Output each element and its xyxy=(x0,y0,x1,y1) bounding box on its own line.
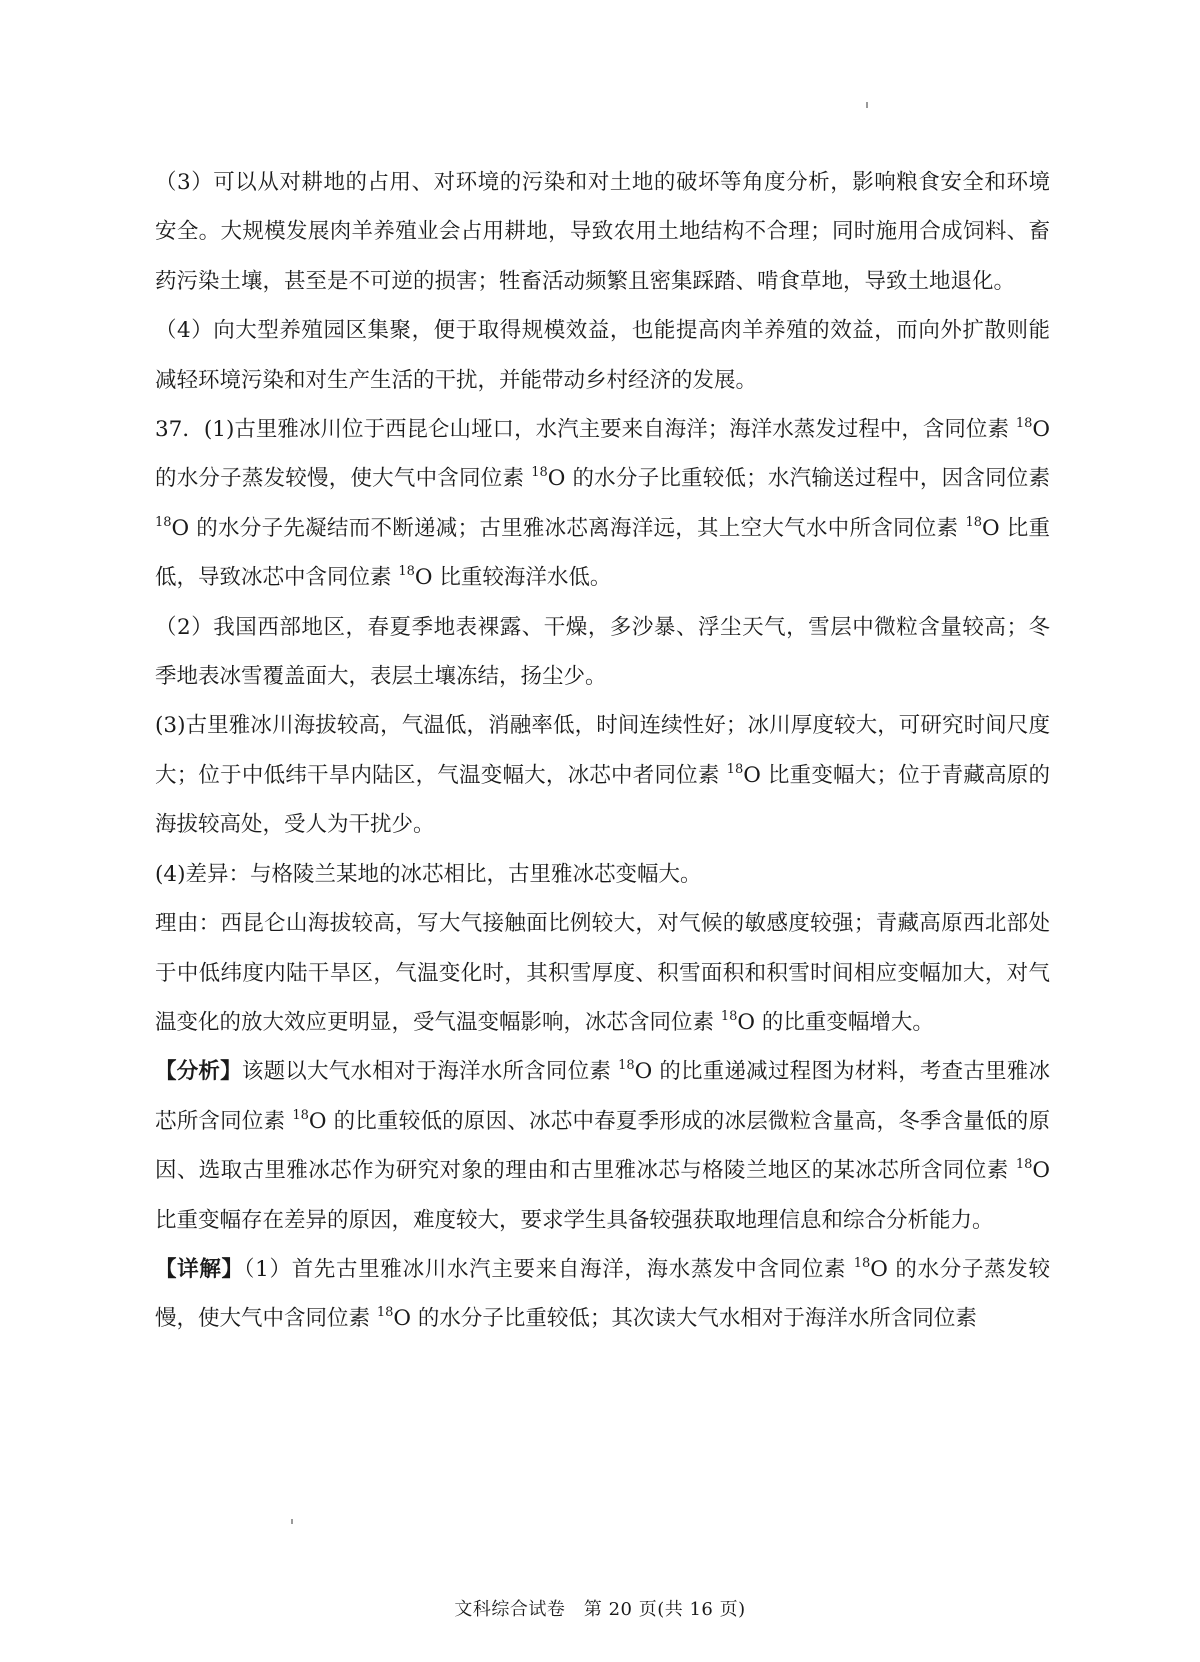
text-segment: O 的比重较低的原因、冰芯中春夏季形成的冰层微粒含量高，冬季含量低的原因、选取古里雅冰芯作为研究对象的理由和古里雅冰芯与格陵兰地区的某冰芯所含同位素 xyxy=(155,1108,1050,1184)
paragraph xyxy=(155,158,1050,306)
isotope-superscript: 18 xyxy=(398,564,415,580)
paragraph xyxy=(155,1245,1050,1344)
isotope-superscript: 18 xyxy=(965,514,982,530)
text-segment: O 的比重变幅增大。 xyxy=(737,1009,934,1035)
text-segment: 37．(1)古里雅冰川位于西昆仑山垭口，水汽主要来自海洋；海洋水蒸发过程中，含同位素 xyxy=(155,417,1016,443)
paragraph xyxy=(155,1047,1050,1245)
text-segment: O 的水分子比重较低；水汽输送过程中，因含同位素 xyxy=(547,466,1050,492)
isotope-superscript: 18 xyxy=(618,1058,635,1074)
text-segment: O 的水分子蒸发较慢，使大气中含同位素 xyxy=(155,417,1050,492)
paragraph xyxy=(155,701,1050,849)
text-segment: O 的水分子比重较低；其次读大气水相对于海洋水所含同位素 xyxy=(393,1306,977,1332)
paragraph xyxy=(155,603,1050,702)
text-segment: O 比重较海洋水低。 xyxy=(414,565,612,591)
scan-speck xyxy=(866,102,868,108)
text-segment: (4)差异：与格陵兰某地的冰芯相比，古里雅冰芯变幅大。 xyxy=(155,861,702,887)
section-heading: 【分析】 xyxy=(155,1059,242,1085)
paragraph xyxy=(155,850,1050,899)
text-segment: O 的水分子先凝结而不断递减；古里雅冰芯离海洋远，其上空大气水中所含同位素 xyxy=(171,515,966,541)
text-segment: （4）向大型养殖园区集聚，便于取得规模效益，也能提高肉羊养殖的效益，而向外扩散则能减轻环境污染和对生产生活的干扰，并能带动乡村经济的发展。 xyxy=(155,318,1050,393)
scan-speck xyxy=(291,1519,293,1524)
paragraph xyxy=(155,899,1050,1047)
isotope-superscript: 18 xyxy=(531,465,548,481)
text-segment: 理由：西昆仑山海拔较高，写大气接触面比例较大，对气候的敏感度较强；青藏高原西北部处于中低纬度内陆干旱区，气温变化时，其积雪厚度、积雪面积和积雪时间相应变幅加大，对气温变化的放大效应更明显，受气温变幅影响，冰芯含同位素 xyxy=(155,911,1050,1035)
text-segment: O 比重变幅大；位于青藏高原的海拔较高处，受人为干扰少。 xyxy=(155,762,1050,838)
text-segment: （2）我国西部地区，春夏季地表裸露、干燥，多沙暴、浮尘天气，雪层中微粒含量较高；冬季地表冰雪覆盖面大，表层土壤冻结，扬尘少。 xyxy=(155,614,1050,690)
page-footer: 文科综合试卷 第 20 页(共 16 页) xyxy=(454,1599,746,1620)
text-segment: O 比重变幅存在差异的原因，难度较大，要求学生具备较强获取地理信息和综合分析能力。 xyxy=(155,1158,1050,1233)
text-segment: (3)古里雅冰川海拔较高，气温低，消融率低，时间连续性好；冰川厚度较大，可研究时间尺度大；位于中低纬干旱内陆区，气温变幅大，冰芯中者同位素 xyxy=(155,713,1050,788)
isotope-superscript: 18 xyxy=(726,761,744,777)
isotope-superscript: 18 xyxy=(1015,1157,1033,1173)
section-heading: 【详解】 xyxy=(155,1256,244,1282)
text-segment: （1）首先古里雅冰川水汽主要来自海洋，海水蒸发中含同位素 xyxy=(243,1256,854,1282)
paragraph xyxy=(155,306,1050,405)
paragraph xyxy=(155,405,1050,603)
isotope-superscript: 18 xyxy=(720,1008,738,1024)
isotope-superscript: 18 xyxy=(155,514,172,530)
text-segment: O 比重低，导致冰芯中含同位素 xyxy=(155,515,1050,591)
answer-body xyxy=(155,158,1050,1344)
isotope-superscript: 18 xyxy=(853,1255,871,1271)
text-segment: 该题以大气水相对于海洋水所含同位素 xyxy=(241,1059,619,1085)
isotope-superscript: 18 xyxy=(292,1107,309,1123)
text-segment: O 的比重递减过程图为材料，考查古里雅冰芯所含同位素 xyxy=(155,1059,1050,1134)
isotope-superscript: 18 xyxy=(1015,416,1033,432)
isotope-superscript: 18 xyxy=(376,1305,394,1321)
text-segment: （3）可以从对耕地的占用、对环境的污染和对土地的破坏等角度分析，影响粮食安全和环境安全。大规模发展肉羊养殖业会占用耕地，导致农用土地结构不合理；同时施用合成饲料、畜药污染土壤，甚至是不可逆的损害；牲畜活动频繁且密集踩踏、啃食草地，导致土地退化。 xyxy=(155,170,1050,294)
text-segment: O 的水分子蒸发较慢，使大气中含同位素 xyxy=(155,1256,1050,1332)
